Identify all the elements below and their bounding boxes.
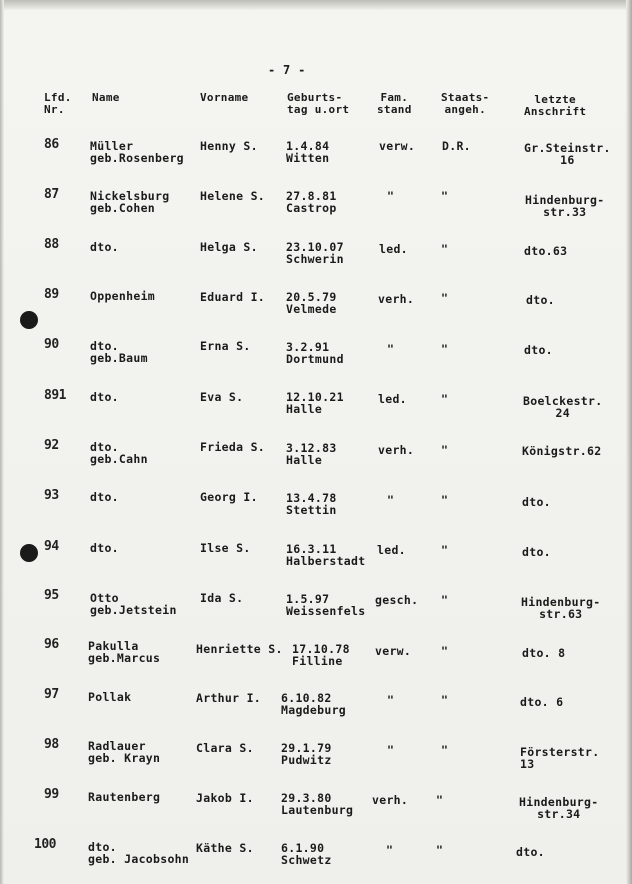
row-number: 891 [44,388,66,403]
row-staat: " [441,392,449,406]
row-staat: " [436,843,444,857]
row-vorname: Arthur I. [196,691,262,705]
row-geburt: 20.5.79 Velmede [286,290,337,316]
row-vorname: Ida S. [200,591,244,605]
page-number: - 7 - [268,63,306,77]
row-name: Pollak [88,690,132,704]
row-geburt: 16.3.11 Halberstadt [286,542,366,568]
row-anschrift: dto. [524,343,553,357]
row-geburt: 6.1.90 Schwetz [281,841,332,867]
row-staat: " [441,644,449,658]
row-vorname: Erna S. [200,339,251,353]
row-stand: led. [378,392,407,406]
row-geburt: 6.10.82 Magdeburg [281,691,347,717]
row-staat: " [441,342,449,356]
row-name: Rautenberg [88,790,161,804]
row-stand: gesch. [375,593,419,607]
header-fam-stand: Fam. stand [377,91,412,116]
row-stand: verw. [379,139,416,153]
row-vorname: Helga S. [200,240,258,254]
row-anschrift: dto.63 [524,244,568,258]
row-geburt: 1.4.84 Witten [286,139,330,165]
row-name: dto. geb. Jacobsohn [88,840,190,866]
row-stand: " [387,342,395,356]
row-anschrift: dto. [522,545,551,559]
row-name: dto. [90,541,119,555]
row-geburt: 12.10.21 Halle [286,390,344,416]
row-name: dto. geb.Baum [90,339,148,365]
row-vorname: Georg I. [200,490,258,504]
row-stand: verh. [372,793,409,807]
row-staat: " [441,593,449,607]
row-staat: " [436,793,444,807]
row-staat: " [441,189,449,203]
row-geburt: 1.5.97 Weissenfels [286,592,366,618]
row-number: 100 [34,837,56,852]
punch-hole-lower [20,544,38,562]
header-staatsangeh: Staats- angeh. [441,91,490,116]
row-name: Oppenheim [90,289,156,303]
row-anschrift: Försterstr. 13 [520,745,600,771]
row-name: Radlauer geb. Krayn [88,739,161,765]
row-number: 86 [44,137,59,152]
row-vorname: Frieda S. [200,440,266,454]
row-anschrift: dto. 8 [522,646,566,660]
scan-edge-right [626,0,632,884]
row-name: Nickelsburg geb.Cohen [90,189,170,215]
row-anschrift: dto. 6 [520,695,564,709]
row-name: Pakulla geb.Marcus [88,639,161,665]
row-name: dto. [90,490,119,504]
row-anschrift: Hindenburg- str.63 [521,595,601,621]
row-staat: " [441,543,449,557]
row-stand: led. [379,242,408,256]
row-vorname: Helene S. [200,189,266,203]
row-number: 99 [44,787,59,802]
row-geburt: 3.12.83 Halle [286,441,337,467]
row-number: 93 [44,488,59,503]
row-staat: " [441,693,449,707]
row-geburt: 29.3.80 Lautenburg [281,791,354,817]
row-anschrift: dto. [526,293,555,307]
row-geburt: 29.1.79 Pudwitz [281,741,332,767]
scan-edge-left [0,0,4,884]
row-staat: " [441,291,449,305]
row-staat: D.R. [442,139,471,153]
row-number: 96 [44,637,59,652]
row-stand: " [387,743,395,757]
row-stand: led. [377,543,406,557]
row-vorname: Jakob I. [196,791,254,805]
header-geburtstag: Geburts- tag u.ort [287,91,350,116]
row-stand: verh. [378,292,415,306]
row-name: dto. [90,390,119,404]
row-name: Otto geb.Jetstein [90,591,177,617]
row-geburt: 13.4.78 Stettin [286,491,337,517]
row-stand: verh. [378,443,415,457]
row-anschrift: dto. [516,845,545,859]
row-number: 89 [44,287,59,302]
row-geburt: 17.10.78 Filline [292,642,350,668]
punch-hole-upper [20,311,38,329]
row-vorname: Käthe S. [196,841,254,855]
row-anschrift: Hindenburg- str.34 [519,795,599,821]
row-number: 90 [44,337,59,352]
row-stand: " [386,843,394,857]
row-name: Müller geb.Rosenberg [90,139,184,165]
header-vorname: Vorname [200,91,249,104]
row-vorname: Clara S. [196,741,254,755]
scan-edge-top [0,0,632,10]
row-staat: " [441,743,449,757]
row-number: 88 [44,237,59,252]
row-number: 95 [44,588,59,603]
row-anschrift: Boelckestr. 24 [523,394,603,420]
row-geburt: 23.10.07 Schwerin [286,240,344,266]
header-lfd-nr: Lfd. Nr. [44,91,72,116]
row-number: 97 [44,687,59,702]
row-anschrift: Königstr.62 [522,444,602,458]
header-name: Name [92,91,120,104]
row-staat: " [441,493,449,507]
row-name: dto. [90,240,119,254]
row-vorname: Eva S. [200,390,244,404]
row-number: 94 [44,539,59,554]
row-anschrift: dto. [522,495,551,509]
row-number: 92 [44,438,59,453]
row-stand: " [387,493,395,507]
row-number: 87 [44,187,59,202]
row-anschrift: Gr.Steinstr. 16 [524,141,611,167]
row-staat: " [441,443,449,457]
row-staat: " [441,242,449,256]
row-vorname: Henny S. [200,139,258,153]
row-number: 98 [44,737,59,752]
row-geburt: 27.8.81 Castrop [286,189,337,215]
row-vorname: Eduard I. [200,290,266,304]
row-vorname: Henriette S. [196,642,283,656]
row-stand: " [387,189,395,203]
row-vorname: Ilse S. [200,541,251,555]
row-name: dto. geb.Cahn [90,440,148,466]
row-anschrift: Hindenburg- str.33 [525,193,605,219]
row-stand: verw. [375,644,412,658]
row-stand: " [387,693,395,707]
row-geburt: 3.2.91 Dortmund [286,340,344,366]
header-anschrift: letzte Anschrift [524,93,587,118]
